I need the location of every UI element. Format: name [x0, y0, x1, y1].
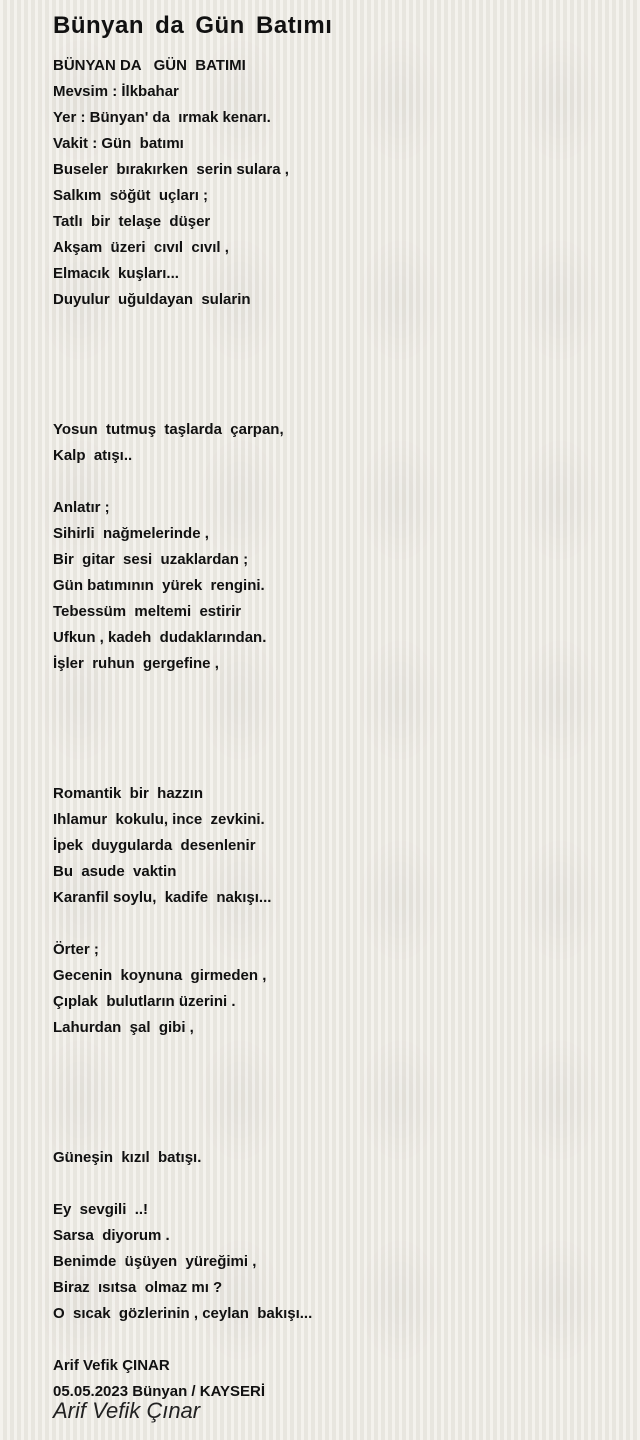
poem-line: Vakit : Gün batımı [53, 135, 184, 152]
poem-line: Arif Vefik ÇINAR [53, 1357, 170, 1374]
poem-line: Güneşin kızıl batışı. [53, 1149, 202, 1166]
stanza-gap [53, 1327, 613, 1353]
poem-line: Mevsim : İlkbahar [53, 83, 179, 100]
poem-line: Lahurdan şal gibi , [53, 1019, 194, 1036]
poem-line: Ey sevgili ..! [53, 1201, 149, 1218]
poem-line: Romantik bir hazzın [53, 785, 204, 802]
stanza-gap [53, 365, 613, 391]
stanza-gap [53, 1171, 613, 1197]
poem-line: Salkım söğüt uçları ; [53, 187, 209, 204]
poem-line: Benimde üşüyen yüreğimi , [53, 1253, 257, 1270]
poem-line: Buseler bırakırken serin sulara , [53, 161, 289, 178]
stanza-gap [53, 313, 613, 339]
stanza-gap [53, 469, 613, 495]
poem-line: İpek duygularda desenlenir [53, 837, 256, 854]
poem-line: Ihlamur kokulu, ince zevkini. [53, 811, 265, 828]
poem-line: Gün batımının yürek rengini. [53, 577, 265, 594]
poem-line: Bir gitar sesi uzaklardan ; [53, 551, 249, 568]
poem-line: Bu asude vaktin [53, 863, 177, 880]
stanza-gap [53, 755, 613, 781]
poem-line: Kalp atışı.. [53, 447, 133, 464]
author-signature: Arif Vefik Çınar [53, 1398, 201, 1423]
poem-line: Sarsa diyorum . [53, 1227, 170, 1244]
stanza-gap [53, 911, 613, 937]
poem-line: Yosun tutmuş taşlarda çarpan, [53, 421, 284, 438]
poem-line: Tatlı bir telaşe düşer [53, 213, 211, 230]
stanza-gap [53, 703, 613, 729]
poem-line: Tebessüm meltemi estirir [53, 603, 242, 620]
poem-line: 05.05.2023 Bünyan / KAYSERİ [53, 1383, 266, 1400]
stanza-gap [53, 339, 613, 365]
poem-title: Bünyan da Gün Batımı [53, 12, 333, 39]
stanza-gap [53, 677, 613, 703]
poem-line: Elmacık kuşları... [53, 265, 179, 282]
poem-line: Çıplak bulutların üzerini . [53, 993, 236, 1010]
stanza-gap [53, 1041, 613, 1067]
poem-line: BÜNYAN DA GÜN BATIMI [53, 57, 246, 74]
poem-line: Karanfil soylu, kadife nakışı... [53, 889, 272, 906]
stanza-gap [53, 1093, 613, 1119]
poem-line: O sıcak gözlerinin , ceylan bakışı... [53, 1305, 313, 1322]
poem-line: Akşam üzeri cıvıl cıvıl , [53, 239, 229, 256]
poem-line: Biraz ısıtsa olmaz mı ? [53, 1279, 223, 1296]
poem-line: Yer : Bünyan' da ırmak kenarı. [53, 109, 271, 126]
stanza-gap [53, 1067, 613, 1093]
stanza-gap [53, 391, 613, 417]
stanza-gap [53, 1119, 613, 1145]
poem-body [53, 53, 613, 1405]
poem-line: Sihirli nağmelerinde , [53, 525, 209, 542]
poem-line: Anlatır ; [53, 499, 110, 516]
poem-line: Gecenin koynuna girmeden , [53, 967, 267, 984]
poem-line: İşler ruhun gergefine , [53, 655, 219, 672]
poem-line: Örter ; [53, 941, 99, 958]
poem-line: Ufkun , kadeh dudaklarından. [53, 629, 267, 646]
poem-line: Duyulur uğuldayan sularin [53, 291, 251, 308]
stanza-gap [53, 729, 613, 755]
